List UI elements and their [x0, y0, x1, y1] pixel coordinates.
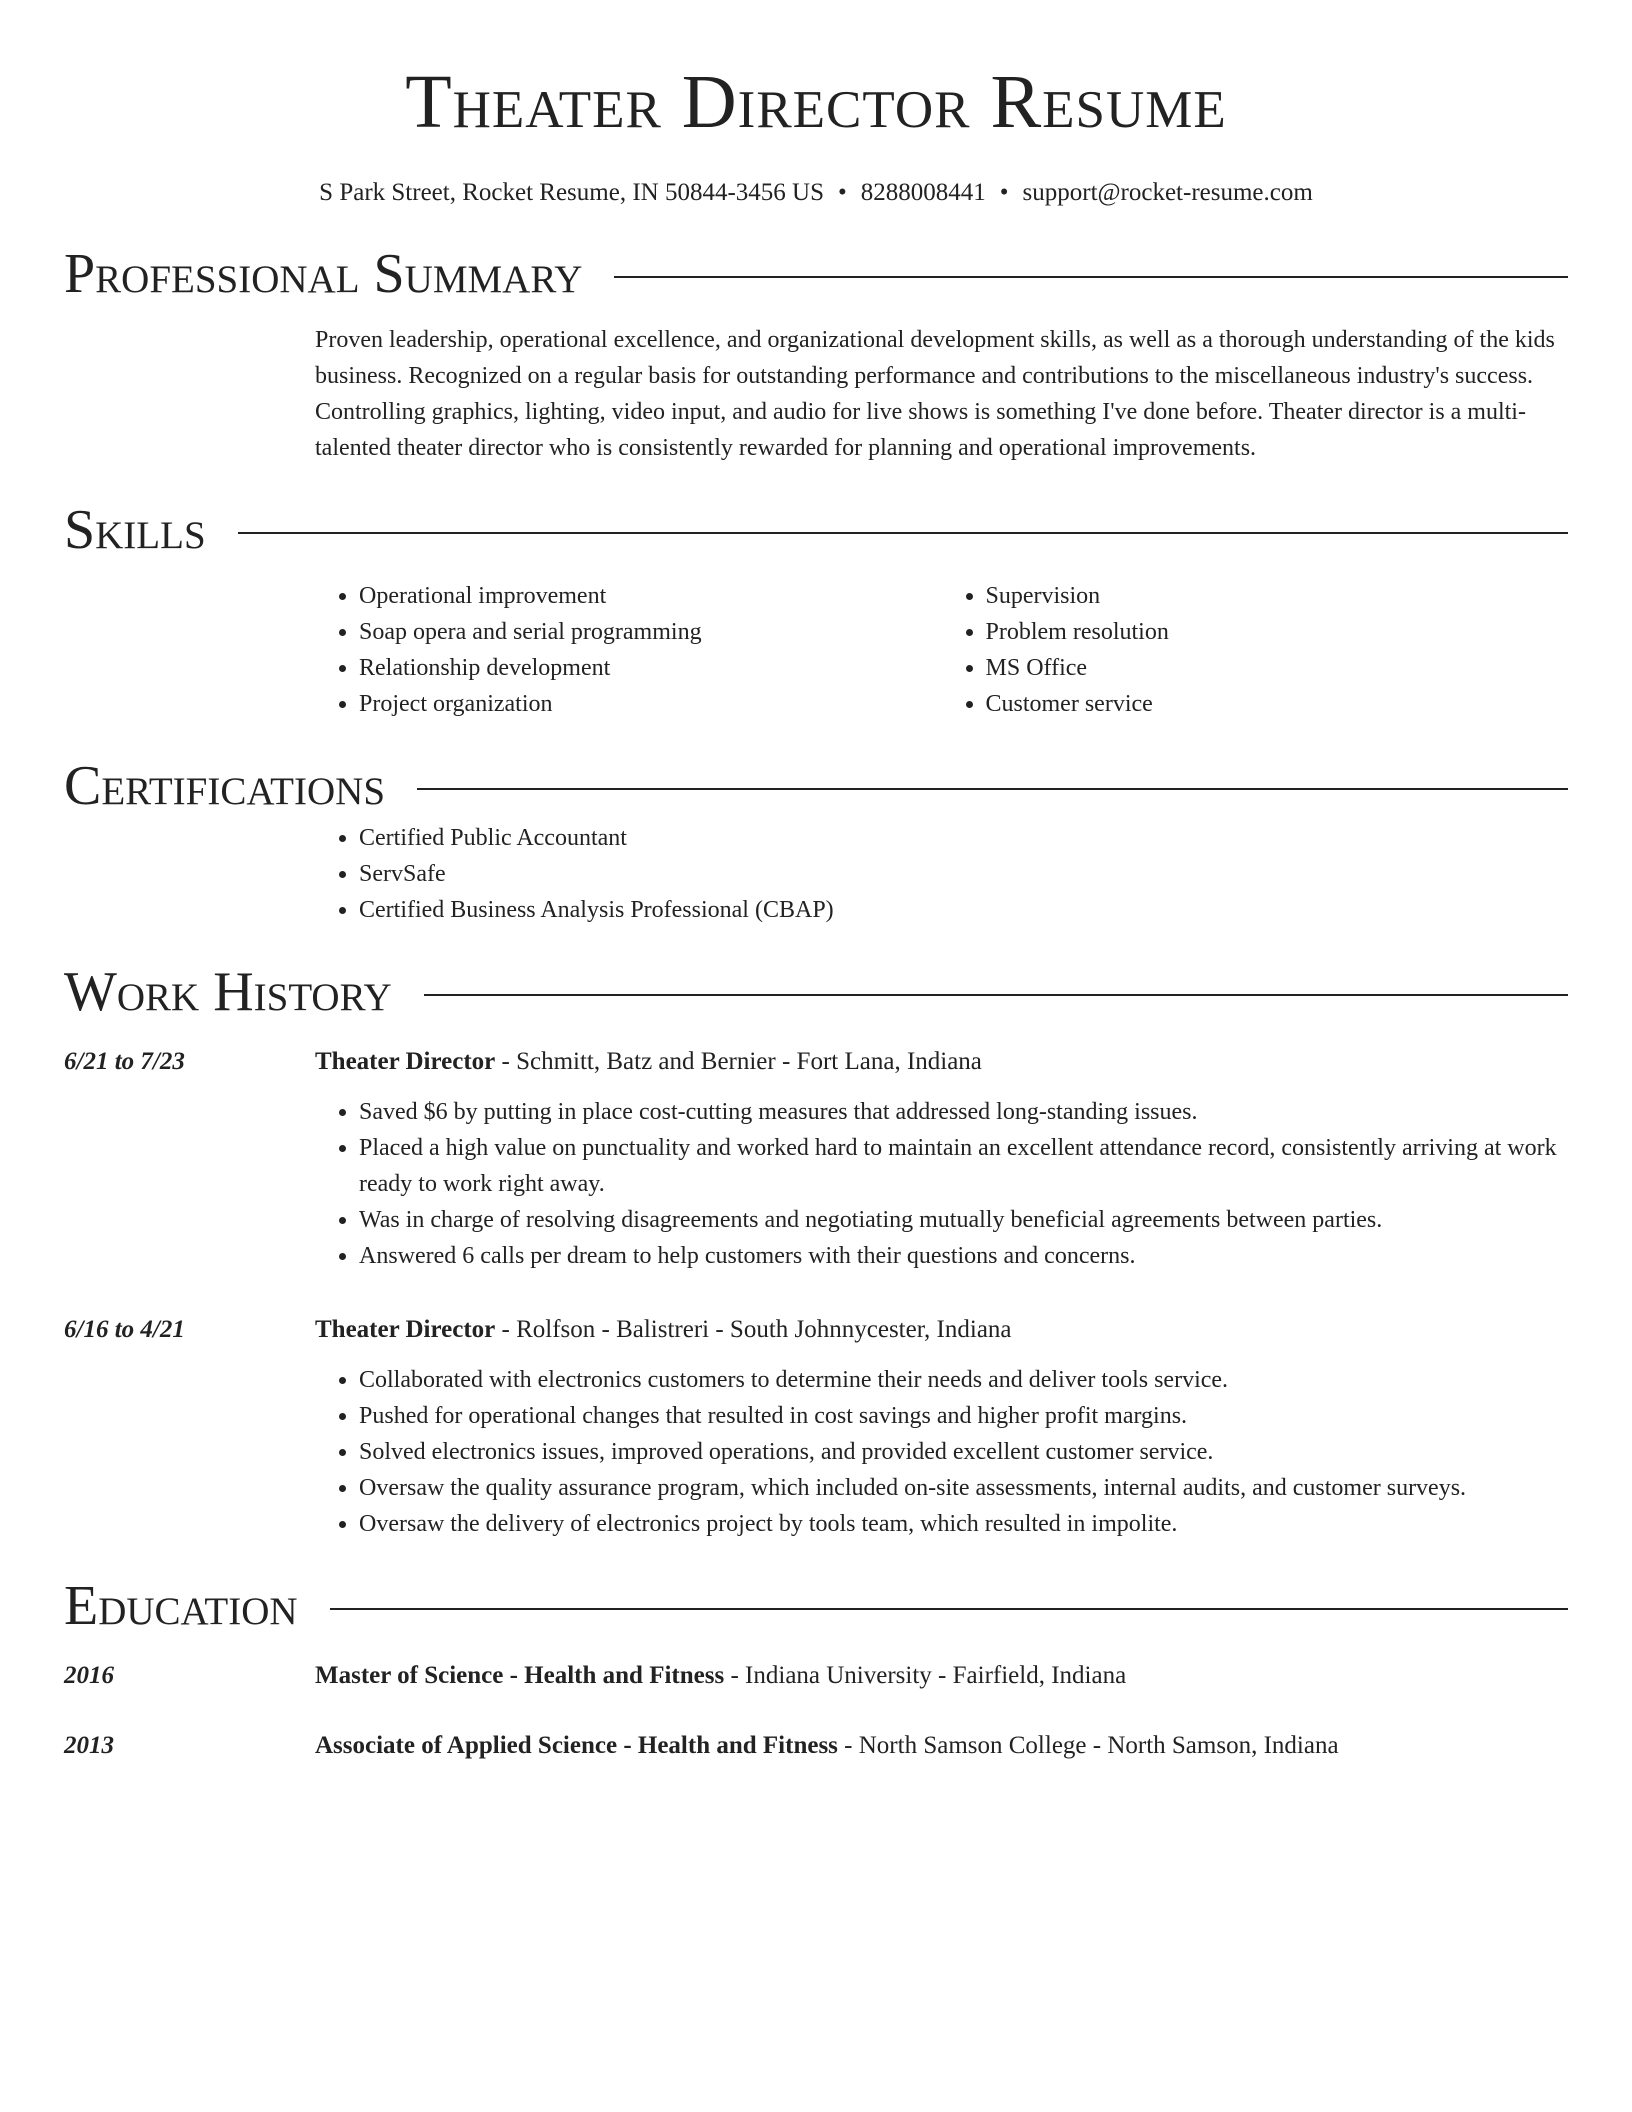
education-heading: Education: [64, 1575, 298, 1637]
certification-item: • Certified Business Analysis Professional (CBAP): [359, 892, 1568, 928]
work-bullet: • Was in charge of resolving disagreements and negotiating mutually beneficial agreements between parties.: [359, 1202, 1568, 1238]
section-divider: [424, 994, 1568, 996]
work-entry: [64, 1044, 1568, 1274]
work-bullet: • Solved electronics issues, improved operations, and provided excellent customer service.: [359, 1434, 1568, 1470]
school-location: - Indiana University - Fairfield, Indiana: [724, 1662, 1127, 1689]
summary-section: [315, 322, 1568, 466]
education-entry-heading: [315, 1728, 1568, 1764]
work-entry: [64, 1312, 1568, 1542]
work-bullet: • Oversaw the quality assurance program, which included on-site assessments, internal audits, and customer surveys.: [359, 1470, 1568, 1506]
degree-name: Associate of Applied Science - Health and Fitness: [315, 1732, 838, 1759]
skill-item: • Problem resolution: [986, 614, 1569, 650]
education-year: 2016: [64, 1662, 114, 1689]
summary-text: Proven leadership, operational excellence, and organizational development skills, as well as a thorough understanding of the kids business. Recognized on a regular basis for outstanding performance and contributions to the miscellaneous industry's success. Controlling graphics, lighting, video input, and audio for live shows is something I've done before. Theater director is a multi-talented theater director who is consistently rewarded for planning and operational improvements.: [315, 327, 1555, 461]
work-bullet: • Pushed for operational changes that resulted in cost savings and higher profit margins.: [359, 1398, 1568, 1434]
certifications-list: [315, 820, 1568, 928]
section-divider: [417, 788, 1568, 790]
resume-title: Theater Director Resume: [405, 60, 1227, 144]
skill-item: • Operational improvement: [359, 578, 942, 614]
certifications-heading: Certifications: [64, 755, 386, 817]
contact-separator: •: [999, 179, 1009, 206]
job-title: Theater Director: [315, 1316, 496, 1343]
skills-section: [315, 578, 1568, 722]
section-divider: [614, 276, 1568, 278]
school-location: - North Samson College - North Samson, Indiana: [837, 1732, 1339, 1759]
skills-heading: Skills: [64, 499, 206, 561]
work-entry-content: [315, 1044, 1568, 1274]
work-dates: 6/16 to 4/21: [64, 1316, 185, 1343]
skills-section-header: [64, 496, 1568, 564]
skill-item: • Project organization: [359, 686, 942, 722]
work-entry-heading: [315, 1312, 1568, 1348]
contact-address: S Park Street, Rocket Resume, IN 50844-3456 US: [319, 179, 824, 206]
work-section: [64, 1044, 1568, 1542]
education-entry: [64, 1728, 1568, 1764]
skills-list-left: [315, 578, 942, 722]
work-dates: 6/21 to 7/23: [64, 1048, 185, 1075]
education-section-header: [64, 1572, 1568, 1640]
contact-separator: •: [837, 179, 847, 206]
job-title: Theater Director: [315, 1048, 496, 1075]
certification-item: • Certified Public Accountant: [359, 820, 1568, 856]
job-employer-location: - Rolfson - Balistreri - South Johnnycester, Indiana: [495, 1316, 1012, 1343]
job-employer-location: - Schmitt, Batz and Bernier - Fort Lana, Indiana: [495, 1048, 982, 1075]
skill-item: • Relationship development: [359, 650, 942, 686]
section-divider: [330, 1608, 1568, 1610]
education-entry-content: [315, 1658, 1568, 1694]
skill-item: • MS Office: [986, 650, 1569, 686]
certifications-section-header: [64, 752, 1568, 820]
contact-email[interactable]: support@rocket-resume.com: [1022, 179, 1313, 206]
work-bullet: • Answered 6 calls per dream to help customers with their questions and concerns.: [359, 1238, 1568, 1274]
work-bullet: • Placed a high value on punctuality and worked hard to maintain an excellent attendance record, consistently arriving at work ready to work right away.: [359, 1130, 1568, 1202]
work-section-header: [64, 958, 1568, 1026]
work-bullets: [315, 1094, 1568, 1274]
education-year: 2013: [64, 1732, 114, 1759]
work-bullet: • Collaborated with electronics customers to determine their needs and deliver tools service.: [359, 1362, 1568, 1398]
work-heading: Work History: [64, 961, 392, 1023]
work-entry-content: [315, 1312, 1568, 1542]
work-bullet: • Oversaw the delivery of electronics project by tools team, which resulted in impolite.: [359, 1506, 1568, 1542]
section-divider: [238, 532, 1568, 534]
skills-grid: [315, 578, 1568, 722]
education-entry: [64, 1658, 1568, 1694]
work-bullet: • Saved $6 by putting in place cost-cutting measures that addressed long-standing issues.: [359, 1094, 1568, 1130]
skill-item: • Supervision: [986, 578, 1569, 614]
skill-item: • Soap opera and serial programming: [359, 614, 942, 650]
contact-phone: 8288008441: [860, 179, 986, 206]
work-bullets: [315, 1362, 1568, 1542]
summary-heading: Professional Summary: [64, 243, 583, 305]
skill-item: • Customer service: [986, 686, 1569, 722]
degree-name: Master of Science - Health and Fitness: [315, 1662, 725, 1689]
education-section: [64, 1658, 1568, 1764]
skills-list-right: [942, 578, 1569, 722]
summary-section-header: [64, 240, 1568, 308]
contact-line: [64, 176, 1568, 210]
work-entry-heading: [315, 1044, 1568, 1080]
education-entry-content: [315, 1728, 1568, 1764]
education-entry-heading: [315, 1658, 1568, 1694]
certification-item: • ServSafe: [359, 856, 1568, 892]
certifications-section: [315, 820, 1568, 928]
